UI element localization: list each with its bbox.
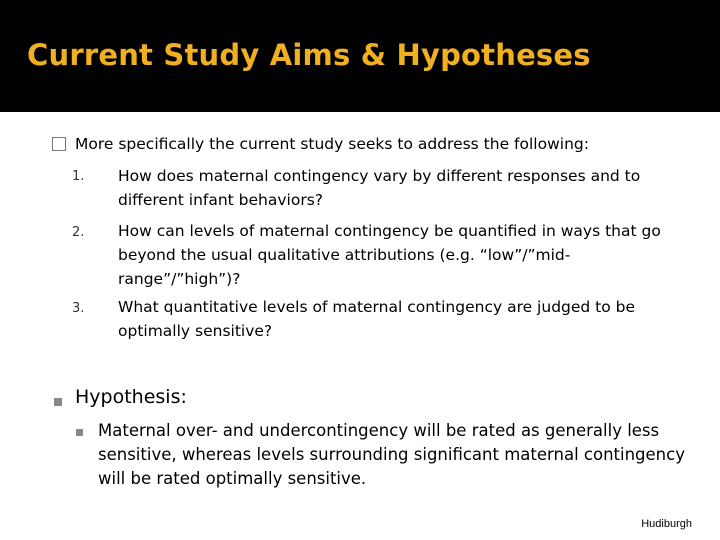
hypothesis-label: Hypothesis: [75, 386, 187, 408]
footer-credit: Hudiburgh [641, 518, 692, 530]
slide-title: Current Study Aims & Hypotheses [27, 38, 591, 72]
item-text-2: How can levels of maternal contingency be quantified in ways that go beyond the usual qualitative attributions (e.g. “low”/”mid-range”/”high”)? [118, 222, 661, 288]
item-number-2: 2. [72, 225, 85, 240]
square-bullet-icon [54, 398, 62, 406]
square-bullet-icon-small [76, 429, 83, 436]
title-bar [0, 0, 720, 112]
slide-content [0, 112, 720, 540]
intro-text: More specifically the current study seeks to address the following: [75, 135, 589, 153]
checkbox-bullet-icon [52, 137, 66, 151]
item-text-3: What quantitative levels of maternal contingency are judged to be optimally sensitive? [118, 298, 636, 340]
item-text-1: How does maternal contingency vary by different responses and to different infant behaviors? [118, 167, 641, 209]
item-number-3: 3. [72, 301, 85, 316]
hypothesis-text: Maternal over- and undercontingency will be rated as generally less sensitive, whereas levels surrounding significant maternal contingency will be rated optimally sensitive. [98, 421, 685, 488]
item-number-1: 1. [72, 169, 85, 184]
